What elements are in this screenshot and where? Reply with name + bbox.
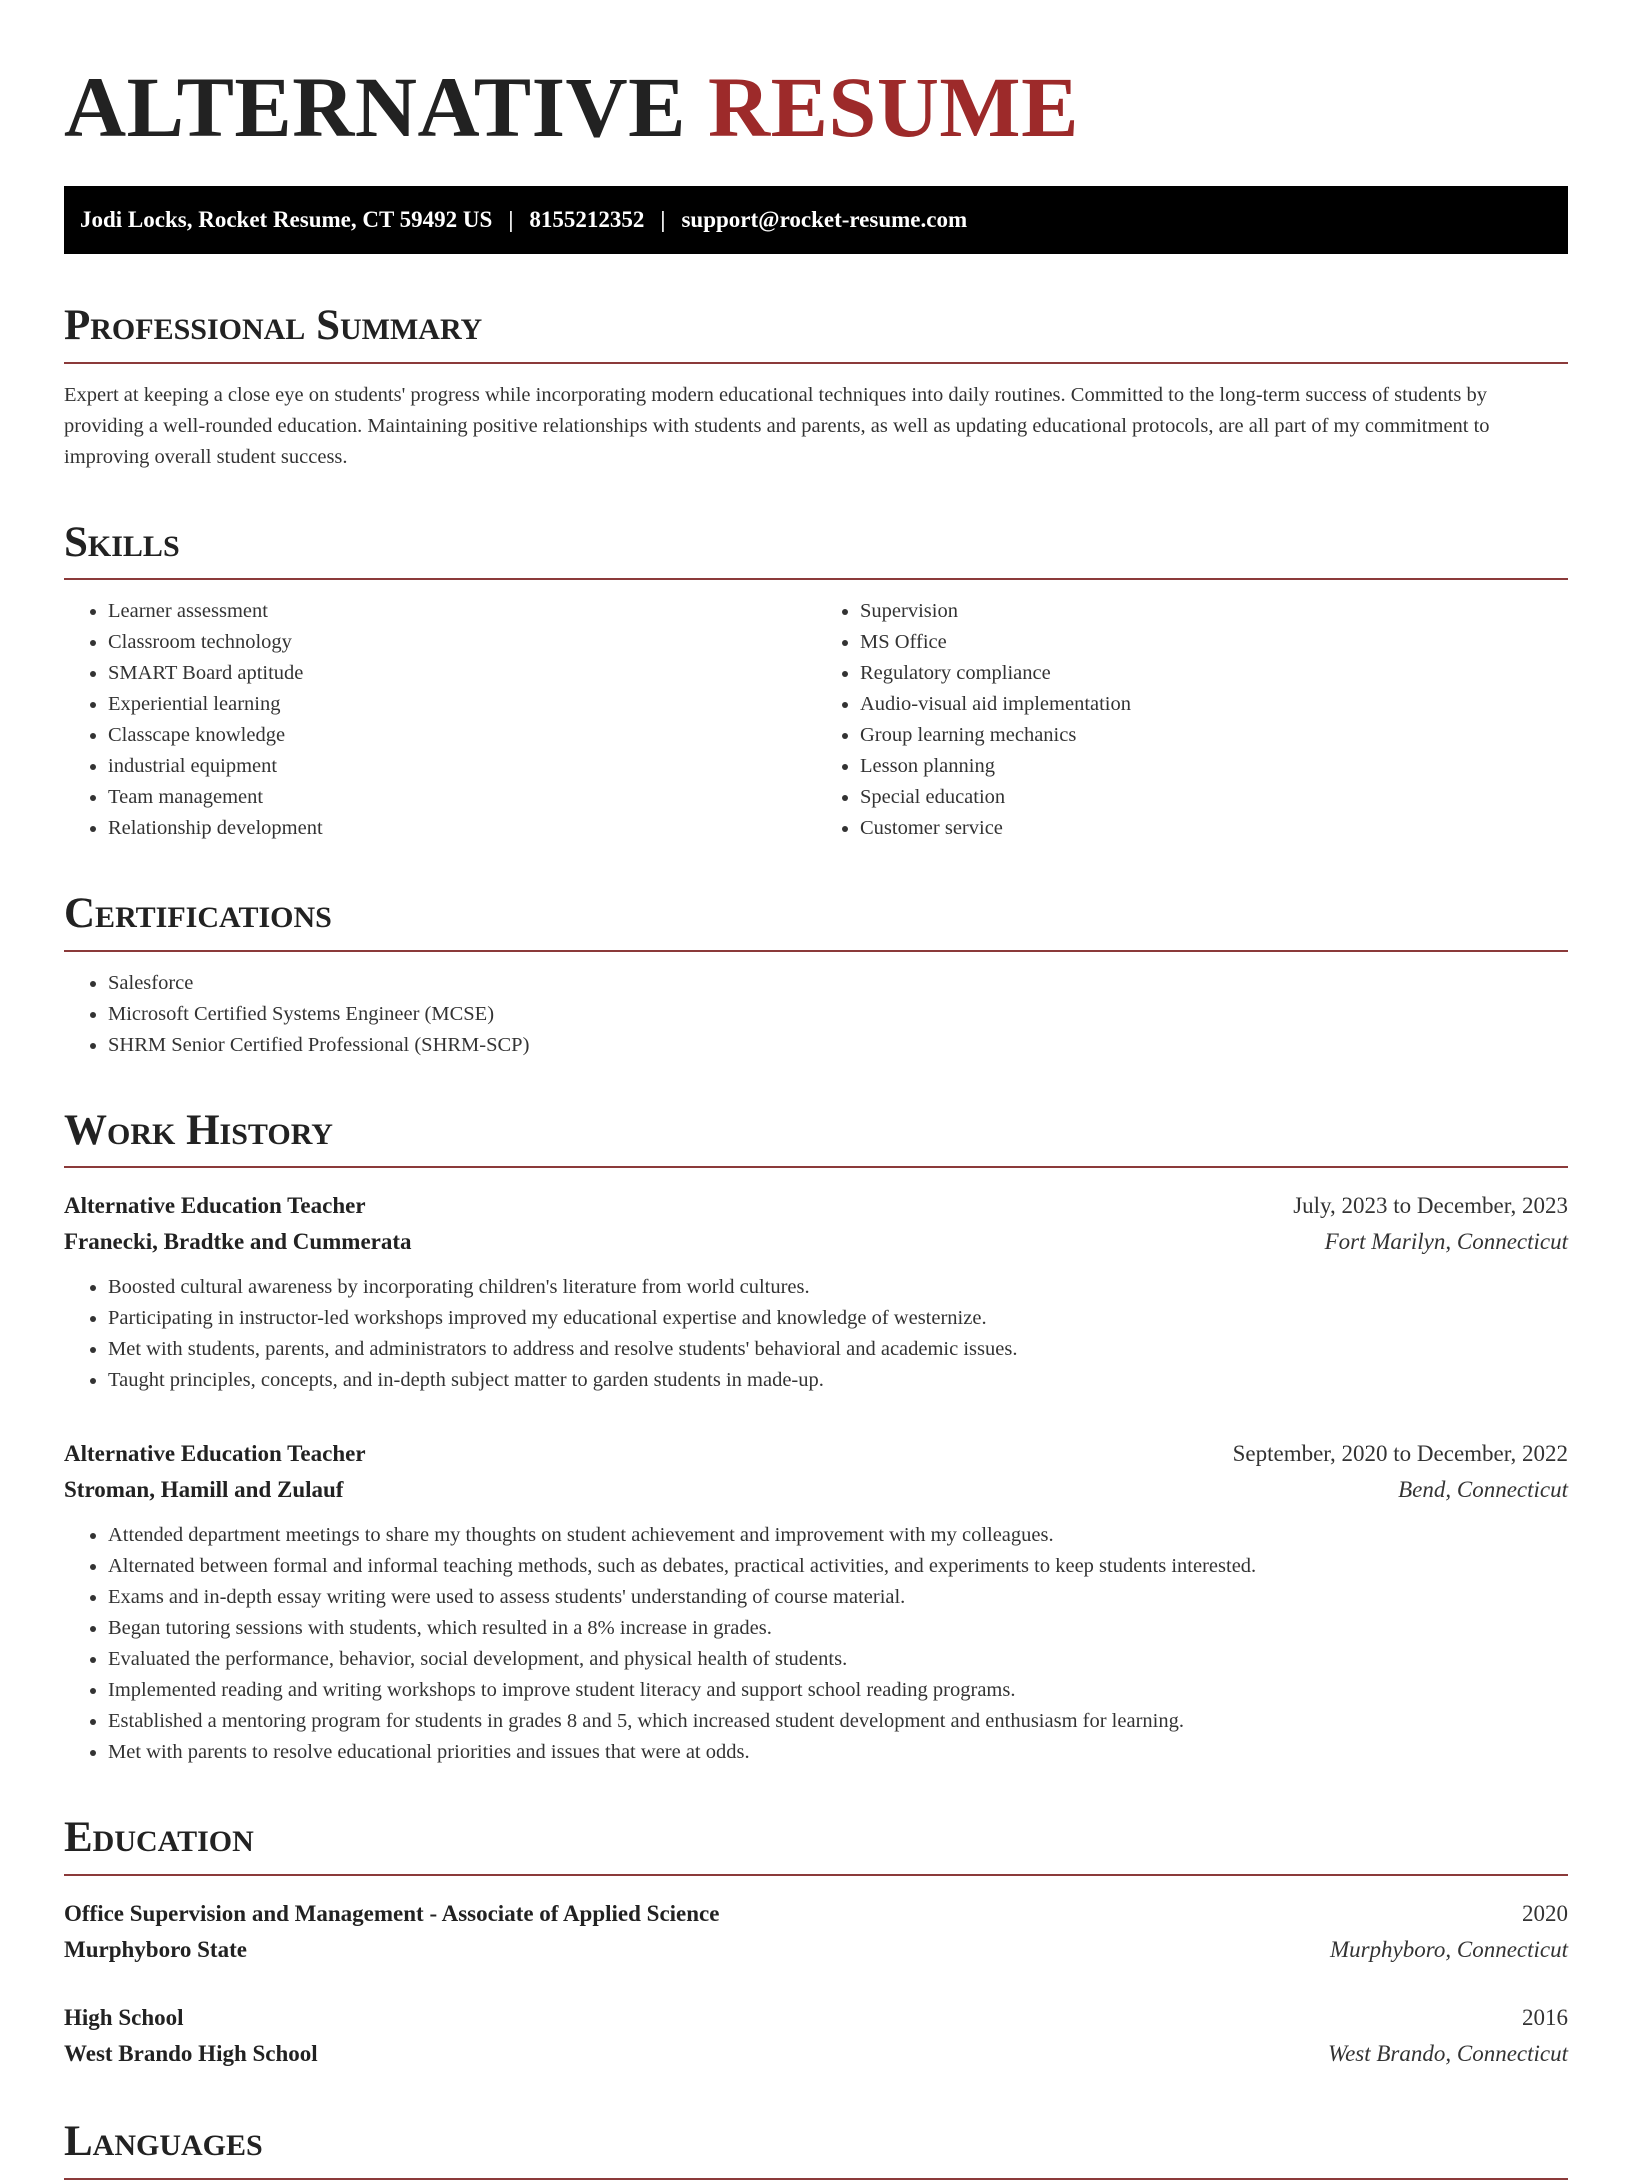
summary-text: Expert at keeping a close eye on students' progress while incorporating modern educational techniques into daily routines. Committed to the long-term success of students by providing a well-rounded education. Maintaining positive relationships with students and parents, as well as updating educational protocols, are all part of my commitment to improving overall student success.	[64, 383, 1490, 468]
section-title-certifications: Certifications	[64, 888, 1568, 952]
job-company-row	[64, 1472, 1568, 1508]
certification-item: • Salesforce	[108, 968, 1568, 999]
skill-item: • Special education	[860, 782, 1568, 813]
skill-item: • Classcape knowledge	[108, 720, 816, 751]
job-location: Fort Marilyn, Connecticut	[1324, 1229, 1568, 1255]
job-entry	[64, 1436, 1568, 1768]
job-bullet: • Met with students, parents, and administrators to address and resolve students' behavioral and academic issues.	[108, 1334, 1568, 1365]
skills-list-right	[816, 596, 1568, 844]
certification-item: • SHRM Senior Certified Professional (SHRM-SCP)	[108, 1030, 1568, 1061]
skill-item: • Learner assessment	[108, 596, 816, 627]
skills-columns	[64, 596, 1568, 844]
education-school-row	[64, 2036, 1568, 2072]
education-school-row	[64, 1932, 1568, 1968]
job-dates: September, 2020 to December, 2022	[1232, 1441, 1568, 1467]
job-bullet: • Participating in instructor-led workshops improved my educational expertise and knowledge of westernize.	[108, 1303, 1568, 1334]
skill-item: • Customer service	[860, 813, 1568, 844]
education-entry	[64, 2000, 1568, 2072]
skill-item: • Relationship development	[108, 813, 816, 844]
job-location: Bend, Connecticut	[1398, 1477, 1568, 1503]
section-title-work-history: Work History	[64, 1105, 1568, 1169]
job-bullet: • Evaluated the performance, behavior, social development, and physical health of students.	[108, 1644, 1568, 1675]
skill-item: • Regulatory compliance	[860, 658, 1568, 689]
title-main: ALTERNATIVE	[64, 59, 687, 155]
certifications-section	[64, 888, 1568, 1061]
skill-item: • MS Office	[860, 627, 1568, 658]
job-bullet: • Attended department meetings to share my thoughts on student achievement and improvement with my colleagues.	[108, 1520, 1568, 1551]
education-degree-row	[64, 1896, 1568, 1932]
contact-separator: |	[660, 207, 666, 232]
contact-separator: |	[508, 207, 514, 232]
skill-item: • SMART Board aptitude	[108, 658, 816, 689]
job-header-row	[64, 1436, 1568, 1472]
education-location: Murphyboro, Connecticut	[1329, 1936, 1568, 1962]
job-bullet: • Alternated between formal and informal teaching methods, such as debates, practical activities, and experiments to keep students interested.	[108, 1551, 1568, 1582]
skills-list-left	[64, 596, 816, 844]
section-title-education: Education	[64, 1812, 1568, 1876]
education-year: 2016	[1522, 2004, 1568, 2030]
skill-item: • Classroom technology	[108, 627, 816, 658]
languages-section	[64, 2116, 1568, 2180]
job-dates: July, 2023 to December, 2023	[1293, 1193, 1568, 1219]
education-degree: Office Supervision and Management - Associate of Applied Science	[64, 1900, 720, 1926]
contact-email[interactable]: support@rocket-resume.com	[681, 207, 968, 232]
job-bullets	[64, 1272, 1568, 1396]
job-company: Stroman, Hamill and Zulauf	[64, 1477, 344, 1503]
education-school: West Brando High School	[64, 2040, 318, 2066]
contact-address: Jodi Locks, Rocket Resume, CT 59492 US	[80, 207, 493, 232]
education-degree-row	[64, 2000, 1568, 2036]
section-title-summary: Professional Summary	[64, 300, 1568, 364]
skill-item: • Lesson planning	[860, 751, 1568, 782]
job-entry	[64, 1188, 1568, 1396]
skills-section	[64, 517, 1568, 845]
resume-title	[64, 59, 1568, 155]
job-bullet: • Boosted cultural awareness by incorporating children's literature from world cultures.	[108, 1272, 1568, 1303]
summary-section	[64, 300, 1568, 473]
section-title-skills: Skills	[64, 517, 1568, 581]
skill-item: • Supervision	[860, 596, 1568, 627]
contact-phone[interactable]: 8155212352	[529, 207, 645, 232]
job-bullet: • Established a mentoring program for students in grades 8 and 5, which increased student development and enthusiasm for learning.	[108, 1706, 1568, 1737]
education-year: 2020	[1522, 1900, 1568, 1926]
section-title-languages: Languages	[64, 2116, 1568, 2180]
job-bullet: • Met with parents to resolve educational priorities and issues that were at odds.	[108, 1737, 1568, 1768]
education-degree: High School	[64, 2004, 184, 2030]
job-bullet: • Began tutoring sessions with students, which resulted in a 8% increase in grades.	[108, 1613, 1568, 1644]
certifications-list	[64, 968, 1568, 1061]
job-bullet: • Exams and in-depth essay writing were used to assess students' understanding of course material.	[108, 1582, 1568, 1613]
education-location: West Brando, Connecticut	[1328, 2040, 1568, 2066]
work-history-section	[64, 1105, 1568, 1769]
job-company: Franecki, Bradtke and Cummerata	[64, 1229, 412, 1255]
skill-item: • industrial equipment	[108, 751, 816, 782]
title-accent: RESUME	[708, 59, 1079, 155]
education-entry	[64, 1896, 1568, 1968]
certification-item: • Microsoft Certified Systems Engineer (MCSE)	[108, 999, 1568, 1030]
job-position: Alternative Education Teacher	[64, 1441, 366, 1467]
education-school: Murphyboro State	[64, 1936, 247, 1962]
job-bullet: • Taught principles, concepts, and in-depth subject matter to garden students in made-up.	[108, 1365, 1568, 1396]
job-bullet: • Implemented reading and writing workshops to improve student literacy and support school reading programs.	[108, 1675, 1568, 1706]
education-section	[64, 1812, 1568, 2072]
job-position: Alternative Education Teacher	[64, 1193, 366, 1219]
skill-item: • Group learning mechanics	[860, 720, 1568, 751]
job-company-row	[64, 1224, 1568, 1260]
skill-item: • Audio-visual aid implementation	[860, 689, 1568, 720]
job-header-row	[64, 1188, 1568, 1224]
contact-bar	[64, 186, 1568, 254]
job-bullets	[64, 1520, 1568, 1768]
skill-item: • Team management	[108, 782, 816, 813]
skill-item: • Experiential learning	[108, 689, 816, 720]
